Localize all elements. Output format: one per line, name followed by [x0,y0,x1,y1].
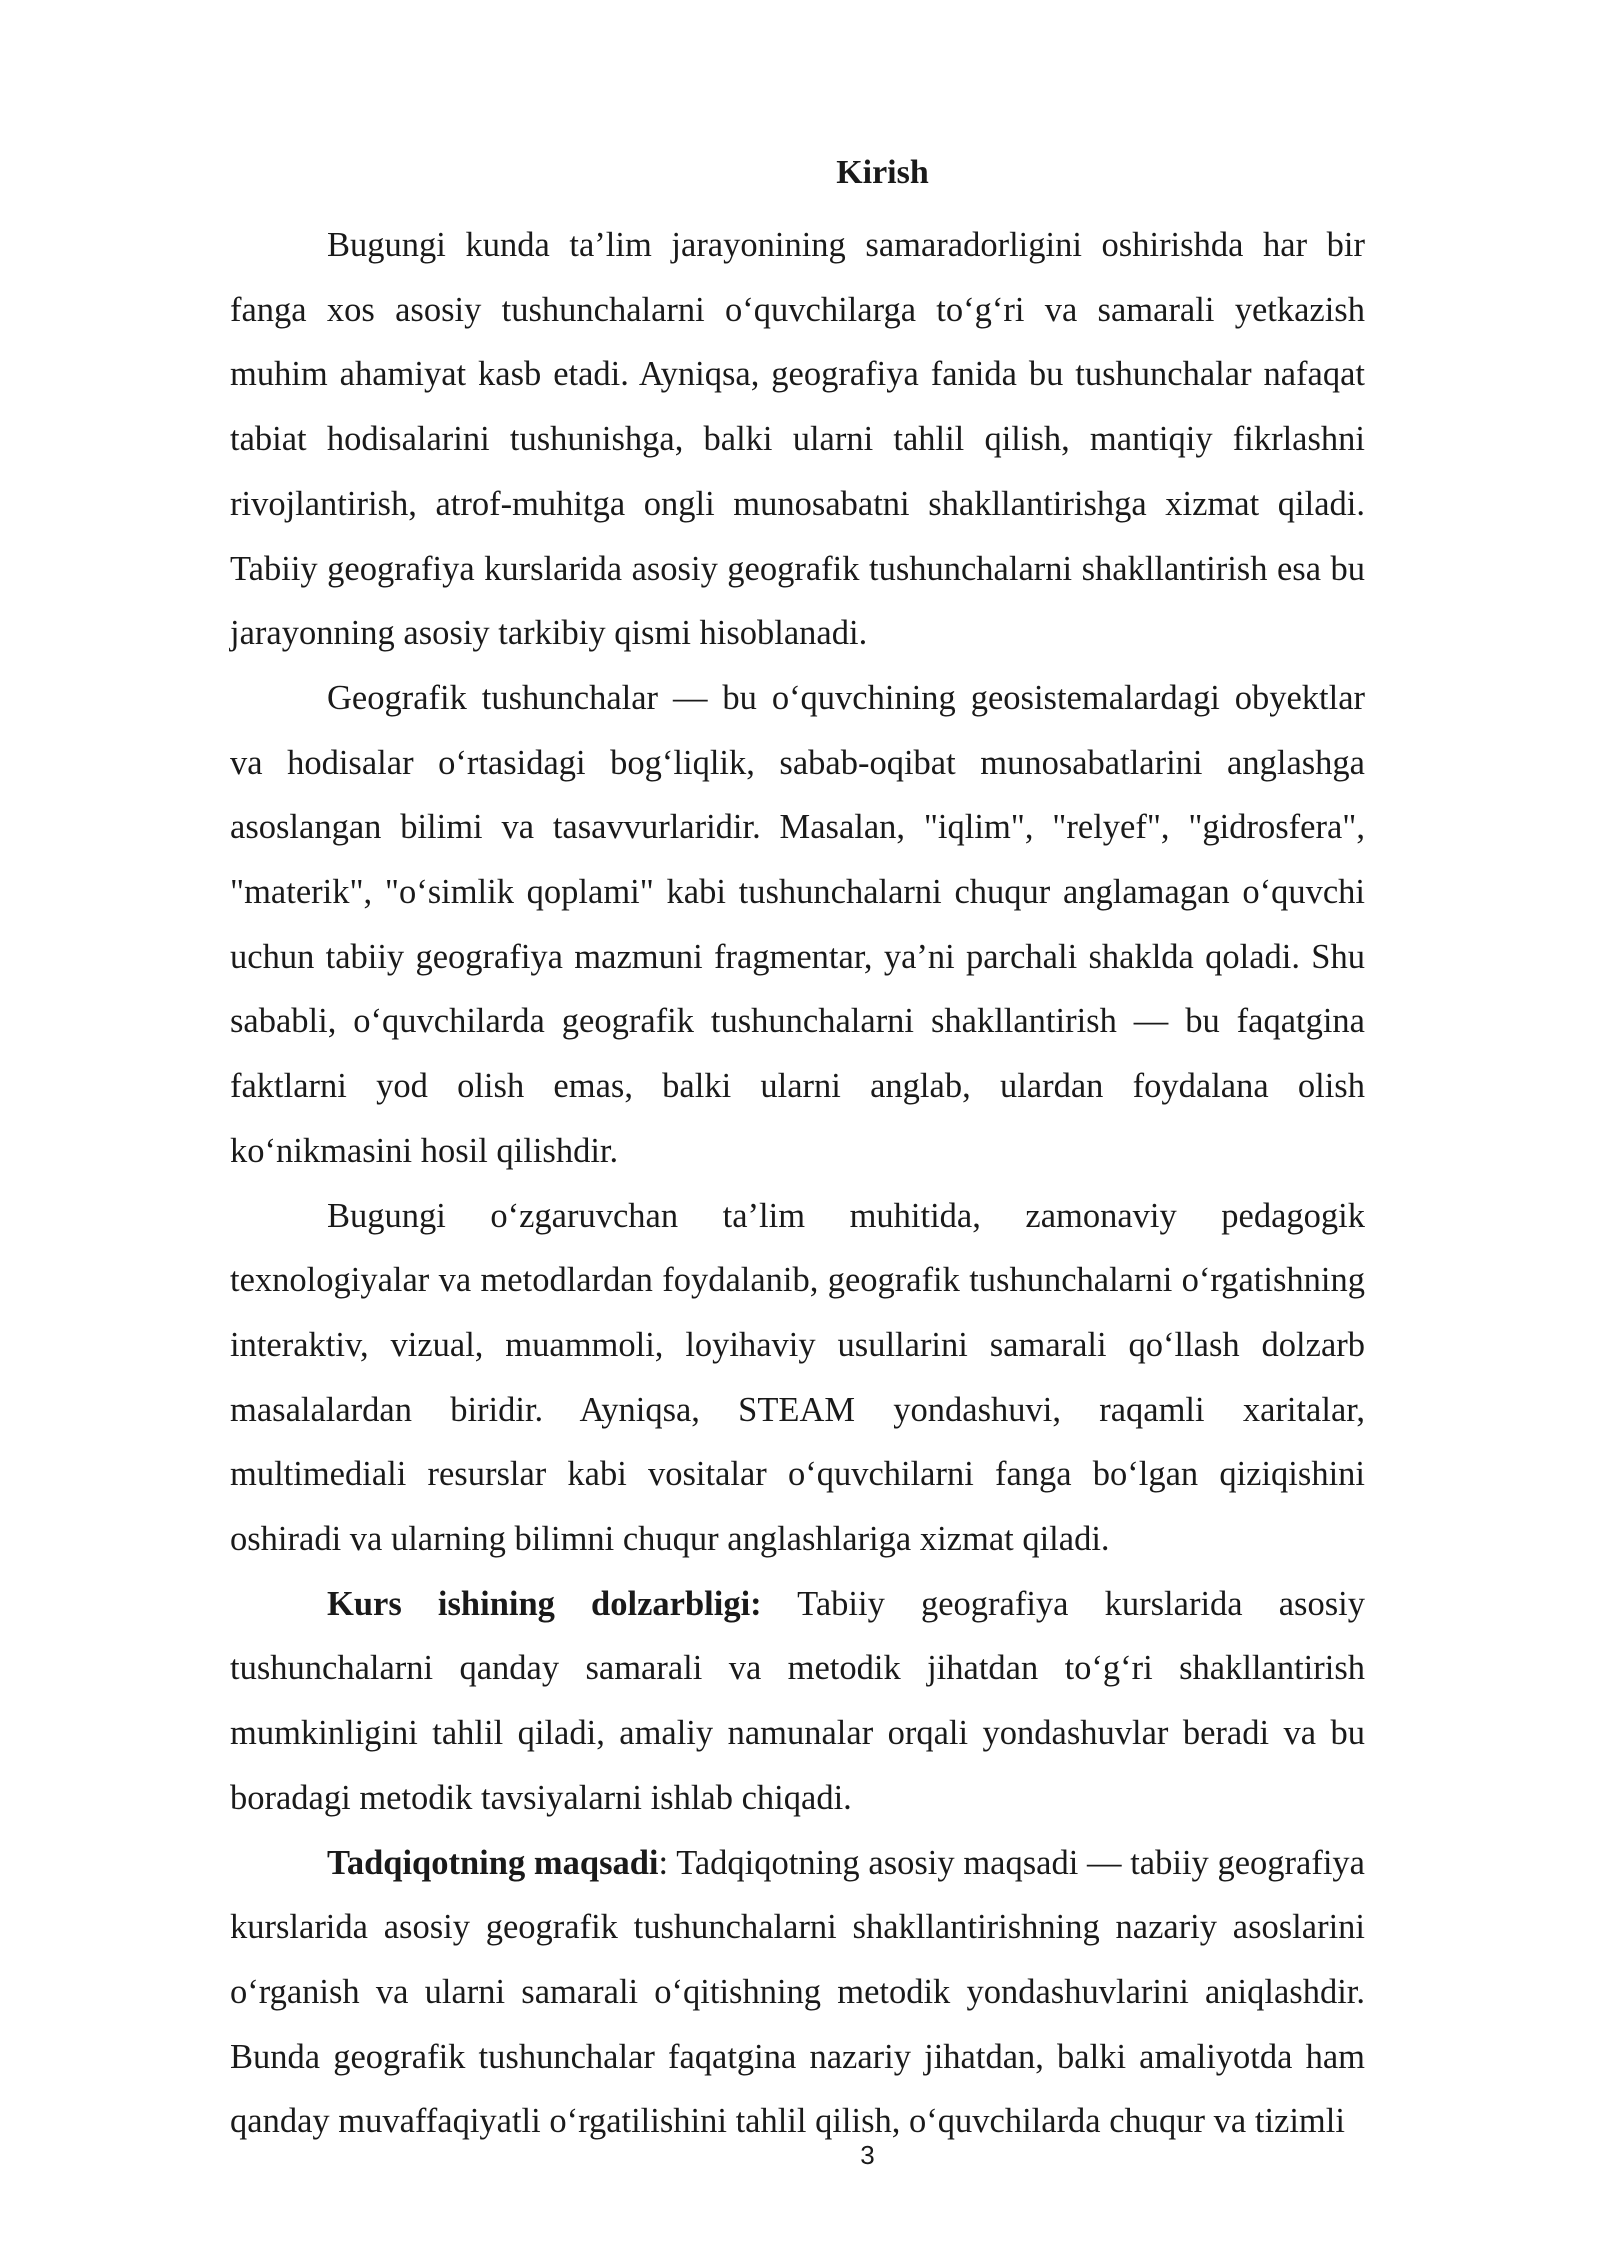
paragraph-lead: Tadqiqotning maqsadi [327,1843,659,1882]
body-text [230,213,1365,2154]
paragraph-geographic-concepts [230,666,1365,1184]
section-heading: Kirish [836,154,929,191]
paragraph-text: Geografik tushunchalar — bu o‘quvchining geosistemalardagi obyektlar va hodisalar o‘rtasidagi bog‘liqlik, sabab-oqibat munosabatlarini anglashga asoslangan bilimi va tasavvurlaridir. Masalan, "iqlim", "relyef", "gidrosfera", "materik", "o‘simlik qoplami" kabi tushunchalarni chuqur anglamagan o‘quvchi uchun tabiiy geografiya mazmuni fragmentar, ya’ni parchali shaklda qoladi. Shu sababli, o‘quvchilarda geografik tushunchalarni shakllantirish — bu faqatgina faktlarni yod olish emas, balki ularni anglab, ulardan foydalana olish ko‘nikmasini hosil qilishdir. [230,678,1365,1170]
page-number: 3 [860,2140,875,2170]
paragraph-text: Bugungi o‘zgaruvchan ta’lim muhitida, zamonaviy pedagogik texnologiyalar va metodlardan foydalanib, geografik tushunchalarni o‘rgatishning interaktiv, vizual, muammoli, loyihaviy usullarini samarali qo‘llash dolzarb masalalardan biridir. Ayniqsa, STEAM yondashuvi, raqamli xaritalar, multimediali resurslar kabi vositalar o‘quvchilarni fanga bo‘lgan qiziqishini oshiradi va ularning bilimni chuqur anglashlariga xizmat qiladi. [230,1196,1365,1559]
paragraph-text: Tabiiy geografiya kurslarida asosiy tushunchalarni qanday samarali va metodik jihatdan to‘g‘ri shakllantirish mumkinligini tahlil qiladi, amaliy namunalar orqali yondashuvlar beradi va bu boradagi metodik tavsiyalarni ishlab chiqadi. [230,1584,1365,1817]
paragraph-research-goal [230,1831,1365,2155]
paragraph-text: : Tadqiqotning asosiy maqsadi — tabiiy geografiya kurslarida asosiy geografik tushunchalarni shakllantirishning nazariy asoslarini o‘rganish va ularni samarali o‘qitishning metodik yondashuvlarini aniqlashdir. Bunda geografik tushunchalar faqatgina nazariy jihatdan, balki amaliyotda ham qanday muvaffaqiyatli o‘rgatilishini tahlil qilish, o‘quvchilarda chuqur va tizimli [230,1843,1365,2141]
paragraph-lead: Kurs ishining dolzarbligi: [327,1584,762,1623]
paragraph-intro [230,213,1365,666]
paragraph-text: Bugungi kunda ta’lim jarayonining samaradorligini oshirishda har bir fanga xos asosiy tushunchalarni o‘quvchilarga to‘g‘ri va samarali yetkazish muhim ahamiyat kasb etadi. Ayniqsa, geografiya fanida bu tushunchalar nafaqat tabiat hodisalarini tushunishga, balki ularni tahlil qilish, mantiqiy fikrlashni rivojlantirish, atrof-muhitga ongli munosabatni shakllantirishga xizmat qiladi. Tabiiy geografiya kurslarida asosiy geografik tushunchalarni shakllantirish esa bu jarayonning asosiy tarkibiy qismi hisoblanadi. [230,226,1365,653]
paragraph-modern-education [230,1184,1365,1572]
paragraph-relevance [230,1572,1365,1831]
